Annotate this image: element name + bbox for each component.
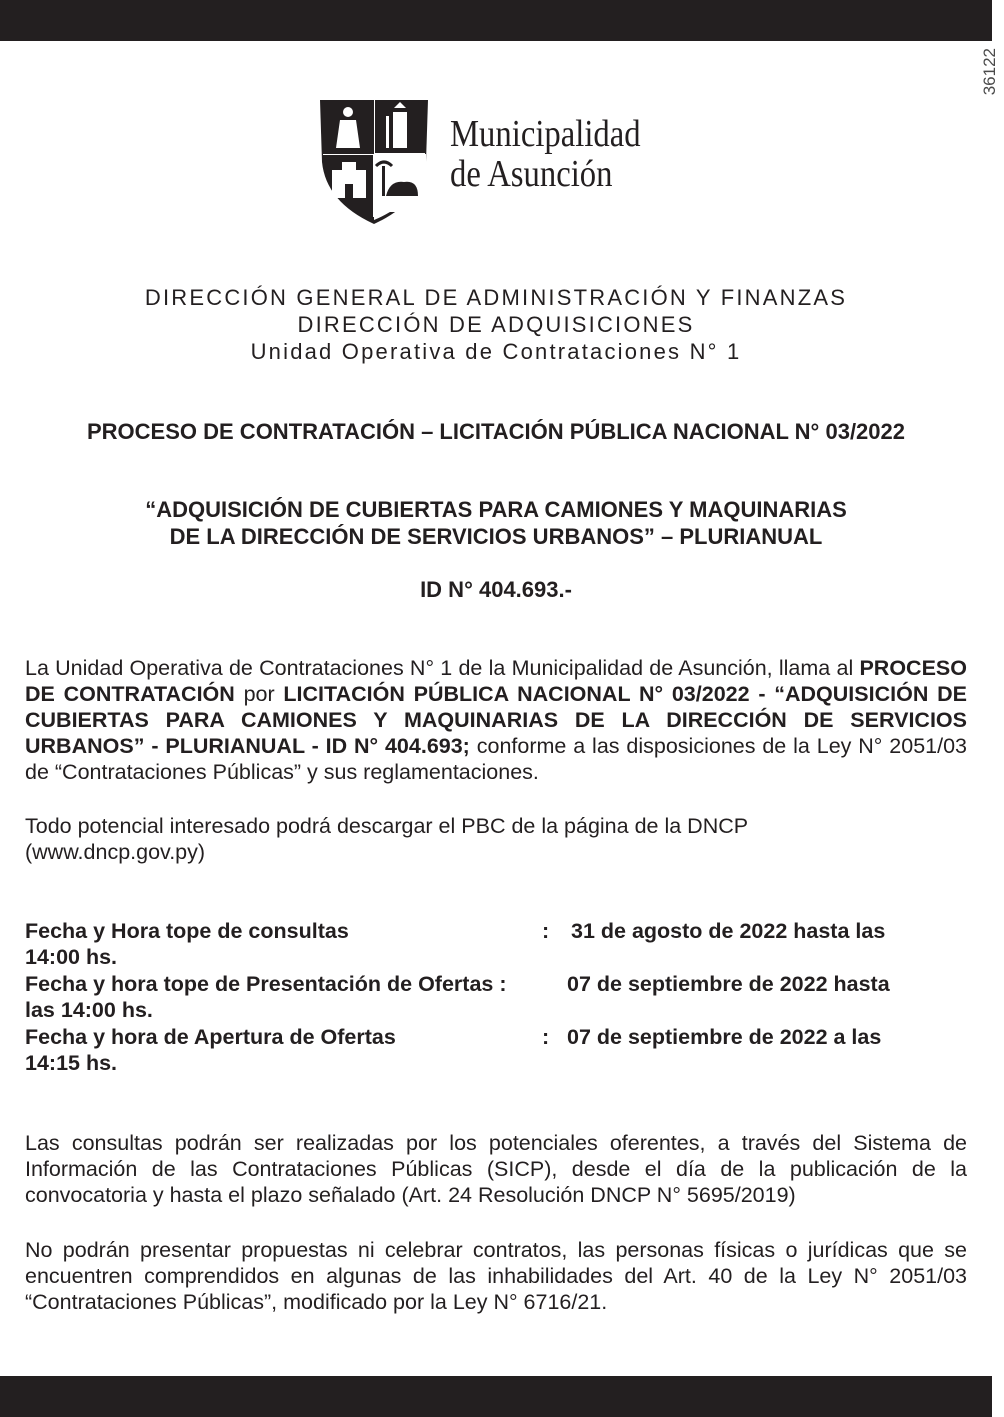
- call-law: conforme a las disposiciones de la Ley N° 2051/03 de “Contrataciones Públicas” y sus reglamentaciones.: [25, 734, 967, 784]
- call-process: PROCESO DE CONTRATACIÓN: [25, 656, 967, 706]
- schedule-label-1: Fecha y Hora tope de consultas: [25, 919, 349, 943]
- call-paragraph: [25, 655, 967, 785]
- subject-line-2: DE LA DIRECCIÓN DE SERVICIOS URBANOS” – PLURIANUAL: [169, 524, 823, 549]
- bottom-bar: [0, 1376, 992, 1417]
- call-por: por: [234, 682, 284, 706]
- schedule-label-2: Fecha y hora tope de Presentación de Ofertas :: [25, 972, 507, 996]
- call-tender: LICITACIÓN PÚBLICA NACIONAL N° 03/2022 - “ADQUISICIÓN DE CUBIERTAS PARA CAMIONES Y MAQUINARIAS DE LA DIRECCIÓN DE SERVICIOS URBANOS” - PLURIANUAL - ID N° 404.693;: [25, 682, 967, 758]
- schedule-cont-3: 14:15 hs.: [25, 1051, 118, 1075]
- schedule-sep-3: :: [542, 1025, 550, 1049]
- schedule-sep-1: :: [542, 919, 550, 943]
- header-line-3: Unidad Operativa de Contrataciones N° 1: [250, 339, 742, 364]
- subject-line-1: “ADQUISICIÓN DE CUBIERTAS PARA CAMIONES Y MAQUINARIAS: [145, 497, 847, 522]
- logo-line-1: Municipalidad: [450, 113, 641, 155]
- header-line-1: DIRECCIÓN GENERAL DE ADMINISTRACIÓN Y FINANZAS: [144, 285, 848, 310]
- restriction-paragraph: No podrán presentar propuestas ni celebrar contratos, las personas físicas o jurídicas que se encuentren comprendidos en algunas de las inhabilidades del Art. 40 de la Ley N° 2051/03 “Contrataciones Públicas”, modificado por la Ley N° 6716/21.: [25, 1238, 967, 1314]
- consultation-paragraph: Las consultas podrán ser realizadas por los potenciales oferentes, a través del Sistema de Información de las Contrataciones Públicas (SICP), desde el día de la publicación de la convocatoria y hasta el plazo señalado (Art. 24 Resolución DNCP N° 5695/2019): [25, 1131, 967, 1207]
- schedule-value-1: 31 de agosto de 2022 hasta las: [571, 919, 886, 943]
- municipality-logo: [314, 92, 694, 226]
- coat-of-arms-icon: [314, 92, 434, 226]
- side-code: 36122: [980, 48, 999, 96]
- schedule-value-3: 07 de septiembre de 2022 a las: [567, 1025, 882, 1049]
- id-line: ID N° 404.693.-: [420, 577, 572, 602]
- top-bar: [0, 0, 992, 41]
- schedule-cont-2: las 14:00 hs.: [25, 998, 153, 1022]
- dncp-link: (www.dncp.gov.py): [25, 840, 206, 864]
- call-intro: La Unidad Operativa de Contrataciones N° 1 de la Municipalidad de Asunción, llama al: [25, 656, 854, 680]
- process-title: PROCESO DE CONTRATACIÓN – LICITACIÓN PÚBLICA NACIONAL N° 03/2022: [87, 419, 905, 444]
- download-text: Todo potencial interesado podrá descargar el PBC de la página de la DNCP: [25, 814, 749, 838]
- header-line-2: DIRECCIÓN DE ADQUISICIONES: [297, 312, 695, 337]
- schedule-value-2: 07 de septiembre de 2022 hasta: [567, 972, 890, 996]
- schedule-cont-1: 14:00 hs.: [25, 945, 118, 969]
- logo-line-2: de Asunción: [450, 153, 613, 195]
- download-paragraph: [25, 813, 967, 865]
- schedule-label-3: Fecha y hora de Apertura de Ofertas: [25, 1025, 396, 1049]
